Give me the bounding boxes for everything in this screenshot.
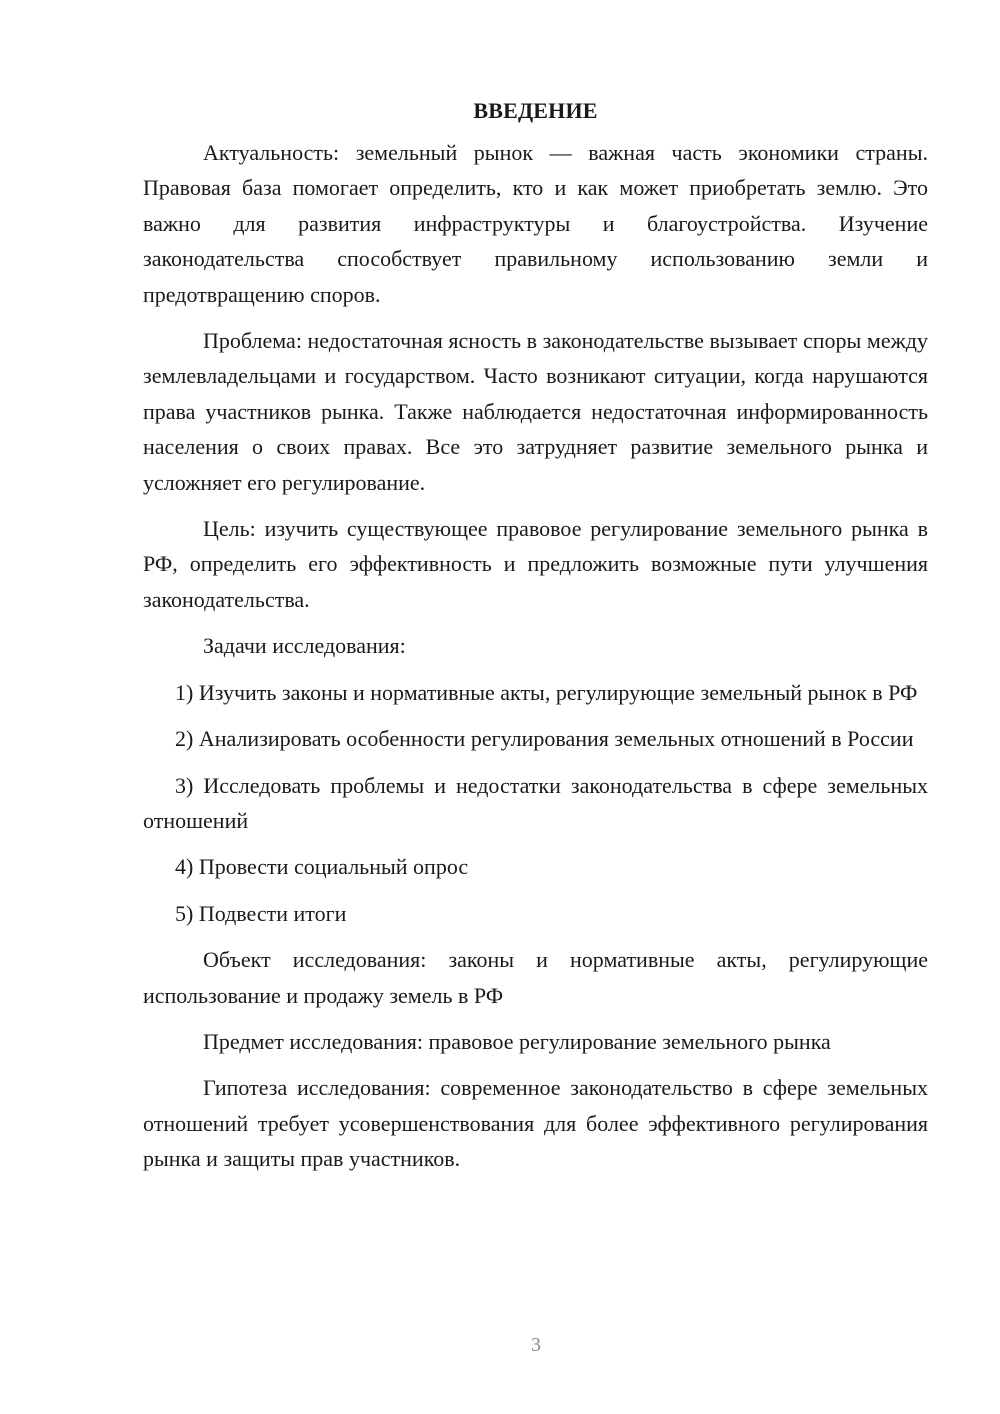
problem-paragraph: Проблема: недостаточная ясность в законодательстве вызывает споры между землевладельцами и государством. Часто возникают ситуации, когда нарушаются права участников рынка. Также наблюдается недостаточная информированность населения о своих правах. Все это затрудняет развитие земельного рынка и усложняет его регулирование.	[143, 328, 928, 495]
relevance-paragraph: Актуальность: земельный рынок — важная часть экономики страны. Правовая база помогает определить, кто и как может приобретать землю. Это важно для развития инфраструктуры и благоустройства. Изучение законодательства способствует правильному использованию земли и предотвращению споров.	[143, 140, 928, 307]
hypothesis-paragraph: Гипотеза исследования: современное законодательство в сфере земельных отношений требует усовершенствования для более эффективного регулирования рынка и защиты прав участников.	[143, 1075, 928, 1172]
task-item: 5) Подвести итоги	[175, 900, 347, 926]
goal-paragraph: Цель: изучить существующее правовое регулирование земельного рынка в РФ, определить его эффективность и предложить возможные пути улучшения законодательства.	[143, 516, 928, 612]
subject-paragraph: Предмет исследования: правовое регулирование земельного рынка	[203, 1028, 831, 1054]
document-page	[143, 96, 928, 1188]
section-heading: ВВЕДЕНИЕ	[473, 98, 598, 123]
page-number: 3	[531, 1334, 541, 1356]
task-item: 3) Исследовать проблемы и недостатки законодательства в сфере земельных отношений	[143, 772, 928, 833]
object-paragraph: Объект исследования: законы и нормативные акты, регулирующие использование и продажу земель в РФ	[143, 947, 928, 1008]
task-item: 4) Провести социальный опрос	[175, 854, 469, 880]
task-item: 1) Изучить законы и нормативные акты, регулирующие земельный рынок в РФ	[175, 679, 918, 705]
tasks-heading: Задачи исследования:	[203, 633, 406, 659]
task-item: 2) Анализировать особенности регулирования земельных отношений в России	[175, 726, 914, 752]
